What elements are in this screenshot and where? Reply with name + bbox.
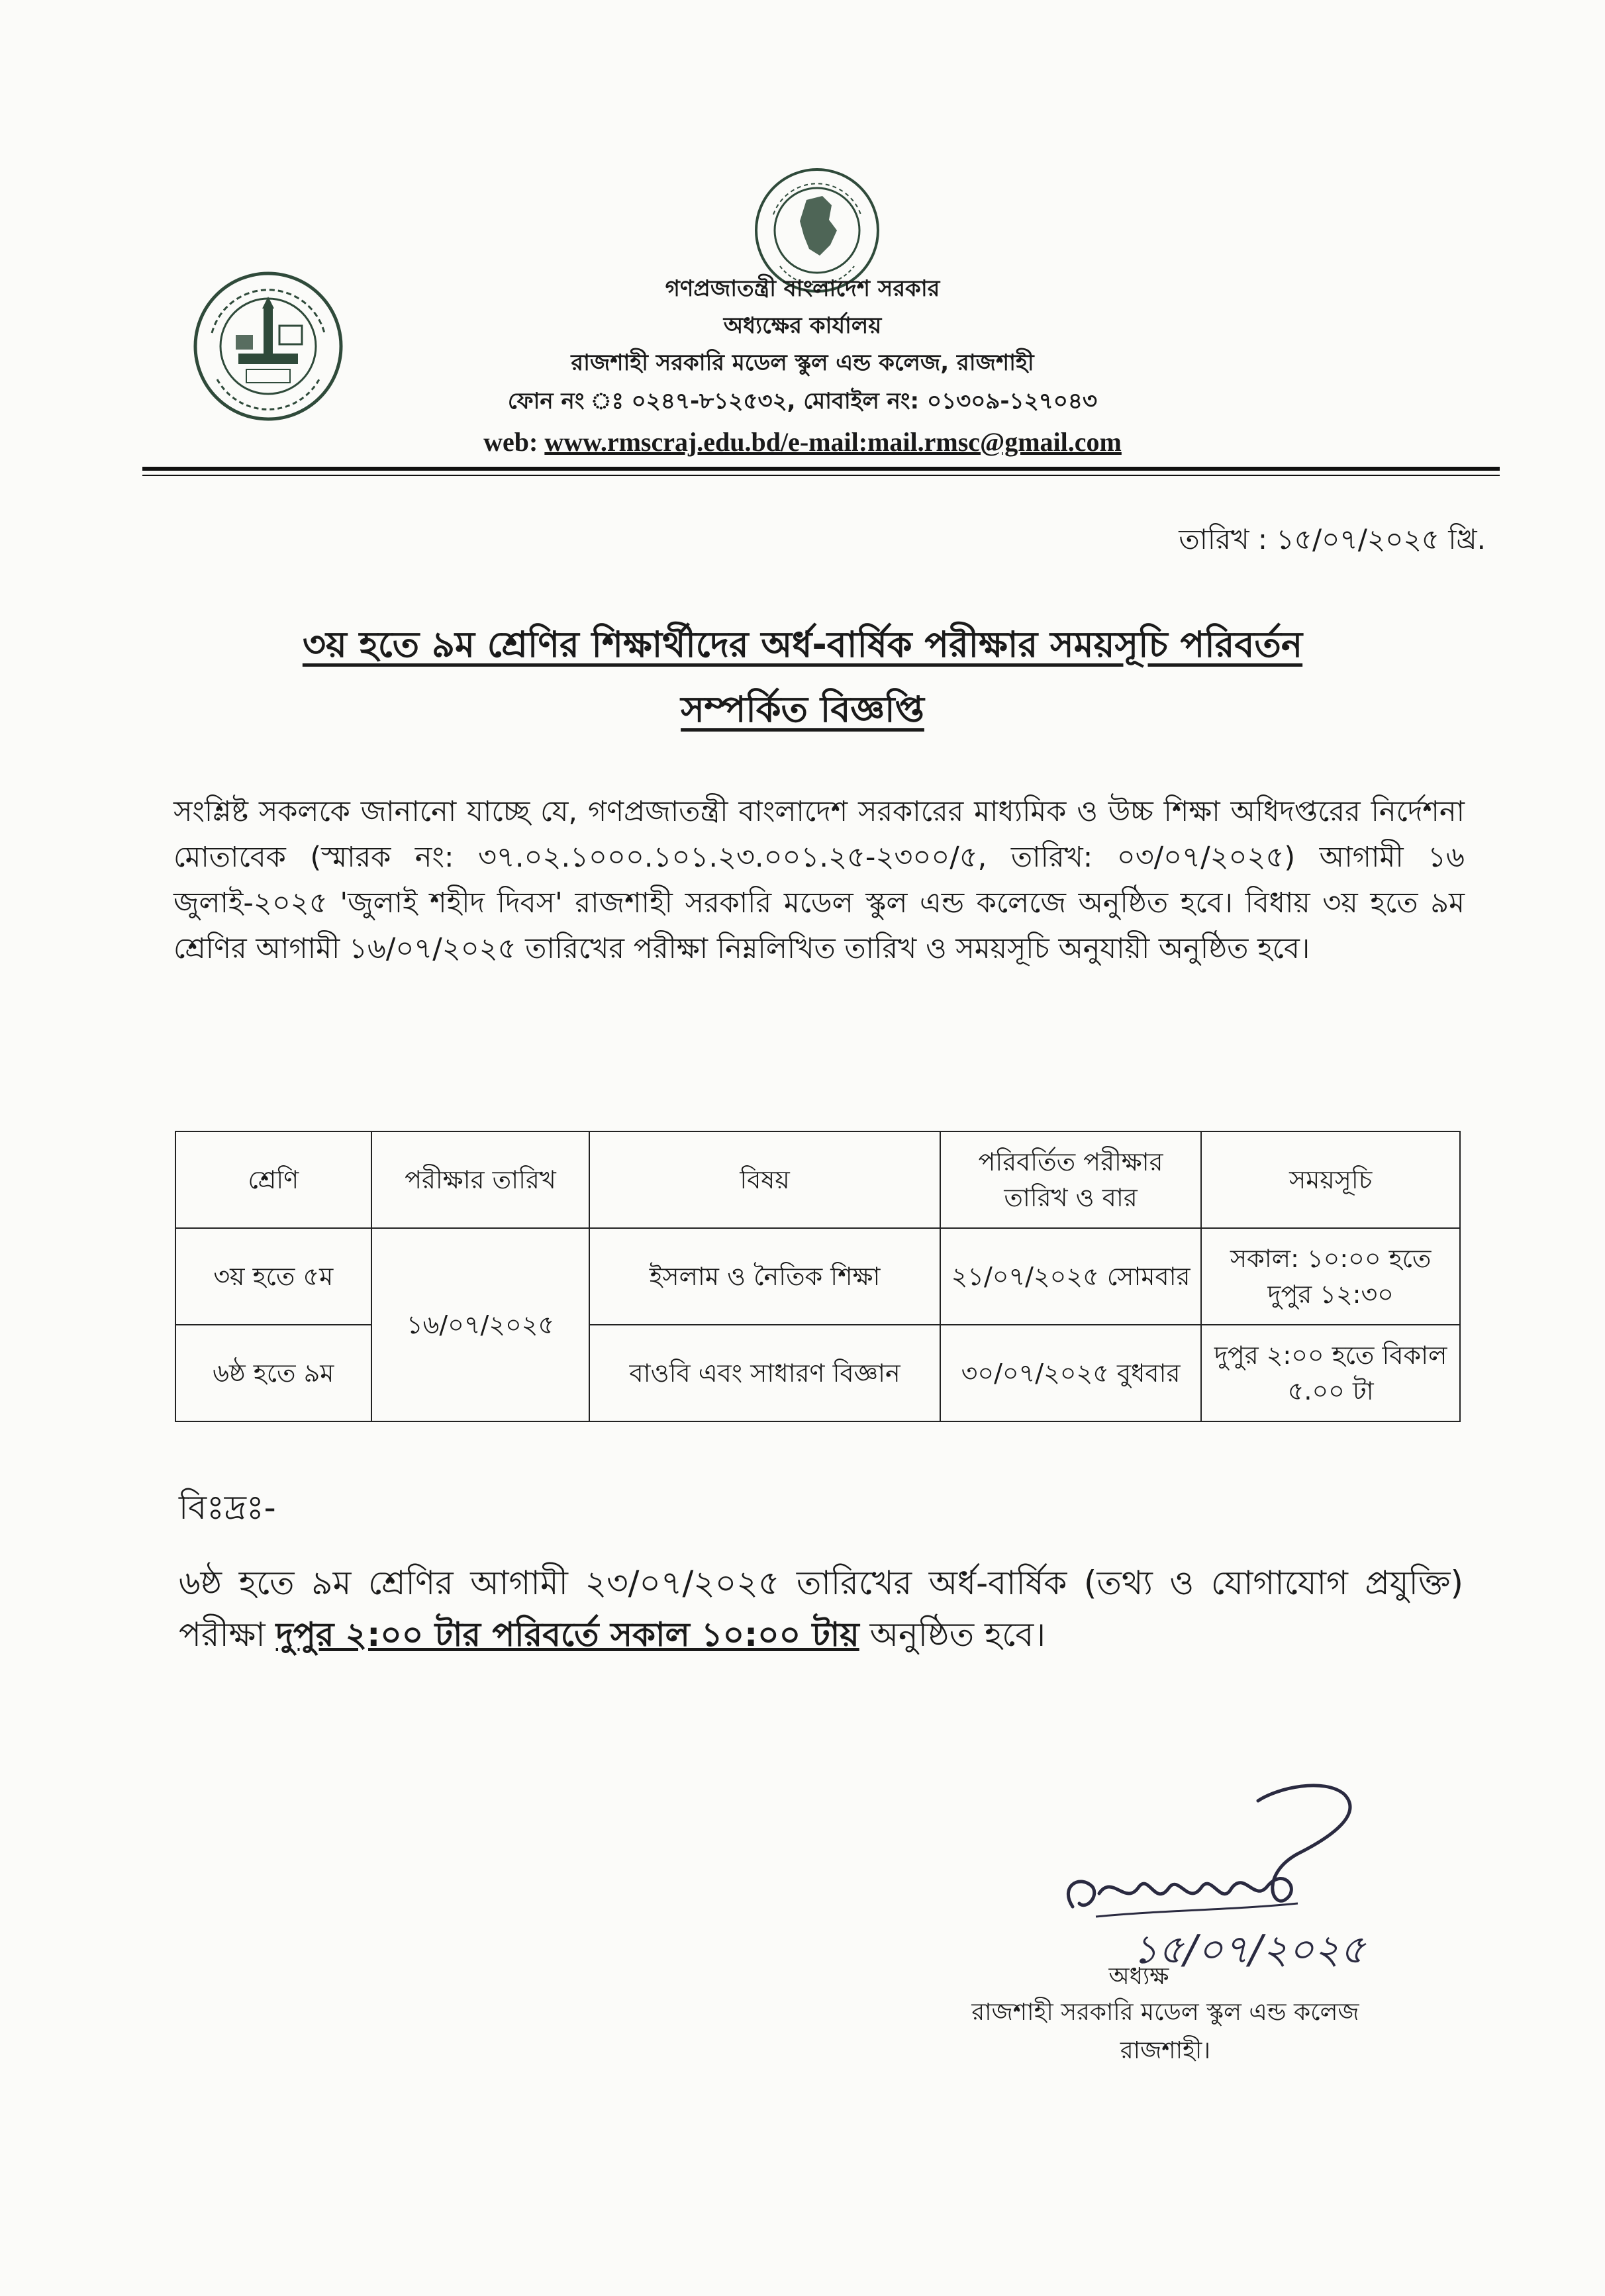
note-text	[179, 1557, 1463, 1660]
notice-title-line-2	[0, 682, 1605, 741]
web-link[interactable]: www.rmscraj.edu.bd/e-mail:mail.rmsc@gmail.com	[544, 427, 1122, 457]
header-new-date: পরিবর্তিত পরীক্ষার তারিখ ও বার	[940, 1131, 1202, 1228]
letterhead-web	[0, 426, 1605, 457]
row-exam-date: ১৬/০৭/২০২৫	[371, 1228, 590, 1421]
table-header-row	[175, 1131, 1460, 1228]
note-text-after: অনুষ্ঠিত হবে।	[859, 1615, 1046, 1654]
signature-date: ১৫/০৭/২০২৫	[1132, 1927, 1366, 1973]
signature-city: রাজশাহী।	[1120, 2037, 1211, 2064]
row-class: ৬ষ্ঠ হতে ৯ম	[175, 1325, 371, 1421]
table-row	[175, 1325, 1460, 1421]
row-new-date: ২১/০৭/২০২৫ সোমবার	[940, 1228, 1202, 1325]
row-new-date: ৩০/০৭/২০২৫ বুধবার	[940, 1325, 1202, 1421]
row-class: ৩য় হতে ৫ম	[175, 1228, 371, 1325]
notice-title-line-1	[0, 617, 1605, 677]
title-text-2: সম্পর্কিত বিজ্ঞপ্তি	[681, 689, 924, 730]
notice-date: তারিখ : ১৫/০৭/২০২৫ খ্রি.	[1179, 523, 1486, 555]
notice-body: সংশ্লিষ্ট সকলকে জানানো যাচ্ছে যে, গণপ্রজাতন্ত্রী বাংলাদেশ সরকারের মাধ্যমিক ও উচ্চ শিক্ষা অধিদপ্তরের নির্দেশনা মোতাবেক (স্মারক নং: ৩৭.০২.১০০০.১০১.২৩.০০১.২৫-২৩০০/৫, তারিখ: ০৩/০৭/২০২৫) আগামী ১৬ জুলাই-২০২৫ 'জুলাই শহীদ দিবস' রাজশাহী সরকারি মডেল স্কুল এন্ড কলেজে অনুষ্ঠিত হবে। বিধায় ৩য় হতে ৯ম শ্রেণির আগামী ১৬/০৭/২০২৫ তারিখের পরীক্ষা নিম্নলিখিত তারিখ ও সময়সূচি অনুযায়ী অনুষ্ঠিত হবে।	[173, 795, 1465, 965]
note-highlight: দুপুর ২:০০ টার পরিবর্তে সকাল ১০:০০ টায়	[275, 1615, 859, 1654]
title-text-1: ৩য় হতে ৯ম শ্রেণির শিক্ষার্থীদের অর্ধ-বার্ষিক পরীক্ষার সময়সূচি পরিবর্তন	[302, 624, 1303, 665]
letterhead-school: রাজশাহী সরকারি মডেল স্কুল এন্ড কলেজ, রাজশাহী	[571, 350, 1034, 376]
signature-title: অধ্যক্ষ	[1108, 1963, 1169, 1990]
row-time: সকাল: ১০:০০ হতে দুপুর ১২:৩০	[1201, 1228, 1460, 1325]
signature-school: রাজশাহী সরকারি মডেল স্কুল এন্ড কলেজ	[971, 1999, 1359, 2026]
header-time: সময়সূচি	[1201, 1131, 1460, 1228]
header-subject: বিষয়	[589, 1131, 940, 1228]
note-text-before: ৬ষ্ঠ হতে ৯ম শ্রেণির আগামী ২৩/০৭/২০২৫ তারিখের অর্ধ-বার্ষিক (তথ্য ও যোগাযোগ প্রযুক্তি) পরীক্ষা	[179, 1564, 1463, 1654]
letterhead-phone: ফোন নং ঃ ০২৪৭-৮১২৫৩২, মোবাইল নং: ০১৩০৯-১২৭০৪৩	[507, 388, 1098, 414]
row-subject: বাওবি এবং সাধারণ বিজ্ঞান	[589, 1325, 940, 1421]
web-label: web:	[483, 427, 538, 457]
table-row	[175, 1228, 1460, 1325]
header-rule-thin	[142, 475, 1500, 476]
header-rule-thick	[142, 467, 1500, 471]
row-time: দুপুর ২:০০ হতে বিকাল ৫.০০ টা	[1201, 1325, 1460, 1421]
header-class: শ্রেণি	[175, 1131, 371, 1228]
row-subject: ইসলাম ও নৈতিক শিক্ষা	[589, 1228, 940, 1325]
letterhead-government: গণপ্রজাতন্ত্রী বাংলাদেশ সরকার	[665, 275, 940, 302]
header-exam-date: পরীক্ষার তারিখ	[371, 1131, 590, 1228]
note-heading: বিঃদ্রঃ-	[179, 1488, 276, 1527]
schedule-table	[175, 1131, 1461, 1422]
letterhead-office: অধ্যক্ষের কার্যালয়	[723, 312, 882, 339]
